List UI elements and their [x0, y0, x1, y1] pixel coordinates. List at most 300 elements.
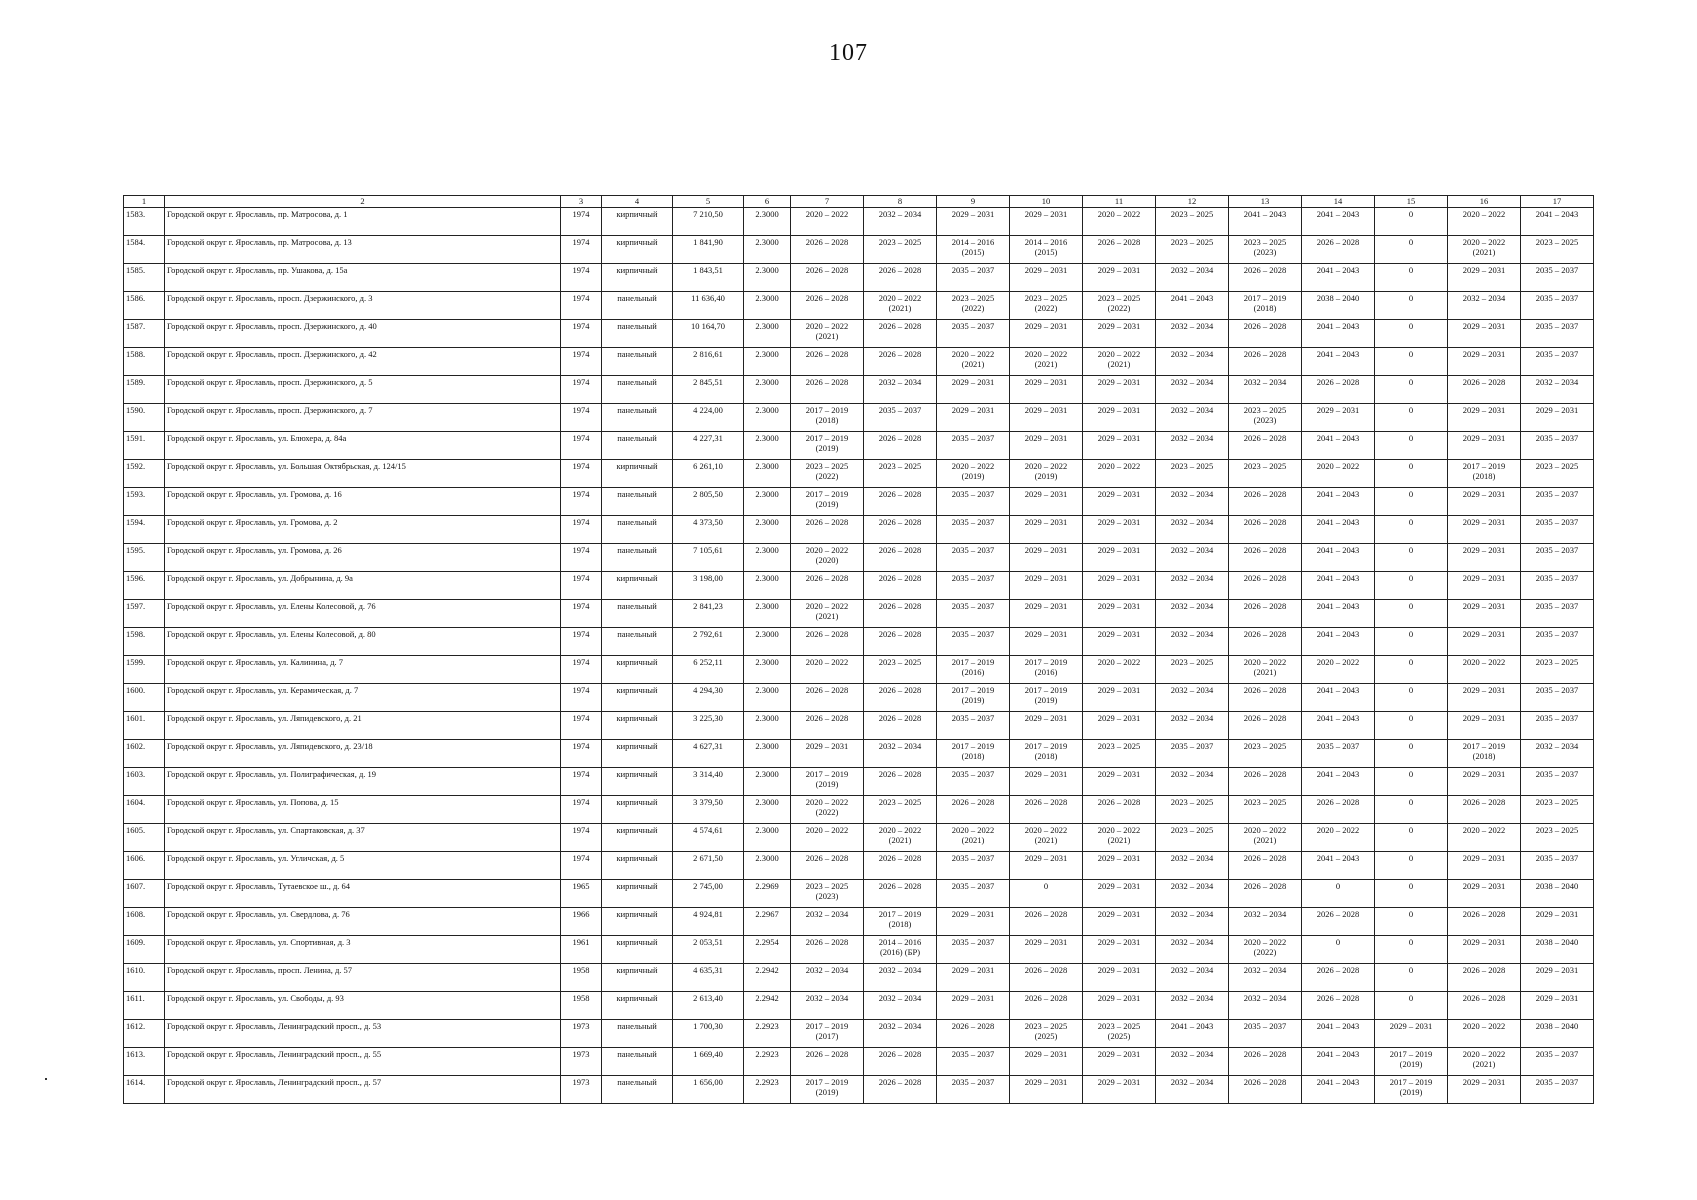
address-cell: Городской округ г. Ярославль, ул. Свободы, д. 93 [165, 992, 561, 1020]
table-cell: 2029 – 2031 [1083, 432, 1156, 460]
table-cell: 2.2967 [744, 908, 791, 936]
table-cell: 0 [1375, 768, 1448, 796]
table-cell: 2032 – 2034 [1156, 964, 1229, 992]
table-cell: кирпичный [602, 264, 673, 292]
table-cell: 0 [1375, 992, 1448, 1020]
table-row [124, 684, 1594, 712]
table-cell: 2020 – 2022 (2020) [791, 544, 864, 572]
table-cell: 2.3000 [744, 544, 791, 572]
table-cell: 2026 – 2028 [864, 320, 937, 348]
table-cell: 2041 – 2043 [1302, 432, 1375, 460]
table-cell: 2029 – 2031 [1083, 1048, 1156, 1076]
address-cell: Городской округ г. Ярославль, ул. Керамическая, д. 7 [165, 684, 561, 712]
table-cell: 2023 – 2025 (2025) [1083, 1020, 1156, 1048]
table-cell: 2014 – 2016 (2016) (БР) [864, 936, 937, 964]
table-cell: 2023 – 2025 [1521, 460, 1594, 488]
column-header: 7 [791, 196, 864, 208]
table-cell: 2026 – 2028 [791, 264, 864, 292]
table-cell: 2023 – 2025 [864, 460, 937, 488]
table-cell: 2020 – 2022 (2022) [791, 796, 864, 824]
table-cell: 0 [1375, 516, 1448, 544]
table-cell: 2 671,50 [673, 852, 744, 880]
table-cell: 2026 – 2028 [864, 544, 937, 572]
table-cell: 2026 – 2028 [1229, 264, 1302, 292]
table-cell: 2032 – 2034 [1156, 432, 1229, 460]
row-number-cell: 1599. [124, 656, 165, 684]
table-cell: 2032 – 2034 [1229, 376, 1302, 404]
table-cell: 3 198,00 [673, 572, 744, 600]
table-cell: 2026 – 2028 [864, 348, 937, 376]
table-cell: 2.3000 [744, 768, 791, 796]
table-cell: 2023 – 2025 [1521, 656, 1594, 684]
table-cell: 2020 – 2022 [1302, 460, 1375, 488]
table-cell: 2026 – 2028 [1229, 488, 1302, 516]
table-cell: 2.3000 [744, 404, 791, 432]
table-cell: кирпичный [602, 796, 673, 824]
address-cell: Городской округ г. Ярославль, ул. Елены Колесовой, д. 80 [165, 628, 561, 656]
table-cell: 2026 – 2028 [1083, 796, 1156, 824]
table-cell: панельный [602, 320, 673, 348]
table-cell: 2020 – 2022 (2021) [791, 320, 864, 348]
table-cell: 4 574,61 [673, 824, 744, 852]
table-cell: 2041 – 2043 [1302, 684, 1375, 712]
column-header: 3 [561, 196, 602, 208]
table-cell: 2026 – 2028 [1229, 600, 1302, 628]
row-number-cell: 1604. [124, 796, 165, 824]
table-cell: 2014 – 2016 (2015) [937, 236, 1010, 264]
table-cell: 2035 – 2037 [1302, 740, 1375, 768]
table-cell: 2017 – 2019 (2018) [791, 404, 864, 432]
table-cell: 1 669,40 [673, 1048, 744, 1076]
table-cell: 2035 – 2037 [937, 936, 1010, 964]
table-cell: 2032 – 2034 [791, 908, 864, 936]
table-cell: 2032 – 2034 [791, 964, 864, 992]
table-cell: 2032 – 2034 [1156, 1048, 1229, 1076]
table-cell: 1958 [561, 964, 602, 992]
table-cell: 2.3000 [744, 684, 791, 712]
table-cell: 2032 – 2034 [791, 992, 864, 1020]
table-cell: 2017 – 2019 (2018) [864, 908, 937, 936]
table-cell: 2020 – 2022 (2021) [1229, 656, 1302, 684]
table-cell: 2026 – 2028 [1448, 376, 1521, 404]
table-cell: 0 [1375, 348, 1448, 376]
table-cell: 2026 – 2028 [791, 292, 864, 320]
table-cell: 2026 – 2028 [1010, 908, 1083, 936]
table-cell: 1974 [561, 684, 602, 712]
address-cell: Городской округ г. Ярославль, Ленинградский просп., д. 57 [165, 1076, 561, 1104]
table-cell: 2032 – 2034 [1156, 404, 1229, 432]
table-cell: панельный [602, 432, 673, 460]
table-cell: 2014 – 2016 (2015) [1010, 236, 1083, 264]
table-row [124, 852, 1594, 880]
row-number-cell: 1602. [124, 740, 165, 768]
row-number-cell: 1605. [124, 824, 165, 852]
table-cell: панельный [602, 1048, 673, 1076]
table-cell: 2035 – 2037 [1229, 1020, 1302, 1048]
table-cell: 2029 – 2031 [1448, 404, 1521, 432]
table-row [124, 908, 1594, 936]
table-cell: 2020 – 2022 [791, 208, 864, 236]
table-cell: 2023 – 2025 (2025) [1010, 1020, 1083, 1048]
table-cell: 2032 – 2034 [864, 964, 937, 992]
table-row [124, 1020, 1594, 1048]
table-cell: 4 227,31 [673, 432, 744, 460]
table-cell: 1974 [561, 852, 602, 880]
table-cell: 2026 – 2028 [791, 852, 864, 880]
table-cell: 2029 – 2031 [1010, 572, 1083, 600]
table-cell: 2026 – 2028 [1229, 1076, 1302, 1104]
table-cell: 2026 – 2028 [864, 600, 937, 628]
table-cell: кирпичный [602, 460, 673, 488]
table-cell: 2026 – 2028 [1229, 1048, 1302, 1076]
table-cell: 1973 [561, 1048, 602, 1076]
table-cell: 2029 – 2031 [1010, 628, 1083, 656]
table-cell: 2029 – 2031 [1083, 264, 1156, 292]
column-header: 10 [1010, 196, 1083, 208]
table-cell: 1974 [561, 824, 602, 852]
row-number-cell: 1585. [124, 264, 165, 292]
address-cell: Городской округ г. Ярославль, ул. Свердлова, д. 76 [165, 908, 561, 936]
table-cell: 1974 [561, 796, 602, 824]
table-cell: 2029 – 2031 [1083, 376, 1156, 404]
table-row [124, 544, 1594, 572]
table-cell: 2023 – 2025 (2023) [791, 880, 864, 908]
table-cell: 2026 – 2028 [1229, 516, 1302, 544]
address-cell: Городской округ г. Ярославль, пр. Ушакова, д. 15а [165, 264, 561, 292]
table-cell: 2026 – 2028 [1448, 796, 1521, 824]
table-cell: панельный [602, 348, 673, 376]
table-cell: 0 [1375, 628, 1448, 656]
address-cell: Городской округ г. Ярославль, ул. Большая Октябрьская, д. 124/15 [165, 460, 561, 488]
table-cell: 2032 – 2034 [1521, 740, 1594, 768]
row-number-cell: 1610. [124, 964, 165, 992]
row-number-cell: 1611. [124, 992, 165, 1020]
table-cell: 2029 – 2031 [1448, 936, 1521, 964]
table-cell: 0 [1375, 320, 1448, 348]
table-cell: 2020 – 2022 (2021) [1083, 824, 1156, 852]
table-cell: 2026 – 2028 [1302, 964, 1375, 992]
table-cell: 2 845,51 [673, 376, 744, 404]
table-cell: 2023 – 2025 [1156, 656, 1229, 684]
row-number-cell: 1591. [124, 432, 165, 460]
address-cell: Городской округ г. Ярославль, ул. Угличская, д. 5 [165, 852, 561, 880]
table-cell: 2035 – 2037 [1521, 1048, 1594, 1076]
table-row [124, 880, 1594, 908]
table-cell: 0 [1302, 936, 1375, 964]
table-cell: 2032 – 2034 [1156, 684, 1229, 712]
table-cell: 2017 – 2019 (2016) [1010, 656, 1083, 684]
table-cell: 2032 – 2034 [1156, 572, 1229, 600]
table-cell: 2029 – 2031 [1010, 768, 1083, 796]
table-cell: 2026 – 2028 [1229, 320, 1302, 348]
table-row [124, 572, 1594, 600]
table-row [124, 628, 1594, 656]
table-cell: кирпичный [602, 656, 673, 684]
table-cell: 1974 [561, 208, 602, 236]
table-cell: 2029 – 2031 [1010, 432, 1083, 460]
table-cell: 1974 [561, 600, 602, 628]
table-cell: 2 613,40 [673, 992, 744, 1020]
table-cell: 2.2923 [744, 1076, 791, 1104]
table-cell: 0 [1375, 712, 1448, 740]
table-cell: 2017 – 2019 (2017) [791, 1020, 864, 1048]
table-cell: 2023 – 2025 [864, 796, 937, 824]
address-cell: Городской округ г. Ярославль, просп. Ленина, д. 57 [165, 964, 561, 992]
table-cell: 2026 – 2028 [1448, 964, 1521, 992]
table-row [124, 404, 1594, 432]
table-cell: кирпичный [602, 936, 673, 964]
table-cell: 2017 – 2019 (2019) [791, 768, 864, 796]
table-cell: 2026 – 2028 [1083, 236, 1156, 264]
table-cell: 2026 – 2028 [864, 516, 937, 544]
address-cell: Городской округ г. Ярославль, просп. Дзержинского, д. 7 [165, 404, 561, 432]
table-cell: 0 [1375, 740, 1448, 768]
table-cell: 2023 – 2025 [864, 236, 937, 264]
table-cell: 2020 – 2022 (2019) [937, 460, 1010, 488]
table-cell: 1974 [561, 264, 602, 292]
table-cell: 2029 – 2031 [1448, 544, 1521, 572]
table-cell: кирпичный [602, 768, 673, 796]
table-cell: 2029 – 2031 [1083, 908, 1156, 936]
table-cell: 2041 – 2043 [1156, 1020, 1229, 1048]
table-cell: 2035 – 2037 [1521, 348, 1594, 376]
table-cell: 2029 – 2031 [1448, 348, 1521, 376]
table-row [124, 208, 1594, 236]
address-cell: Городской округ г. Ярославль, ул. Калинина, д. 7 [165, 656, 561, 684]
table-cell: 3 225,30 [673, 712, 744, 740]
address-cell: Городской округ г. Ярославль, просп. Дзержинского, д. 42 [165, 348, 561, 376]
table-cell: 0 [1375, 432, 1448, 460]
table-cell: 1974 [561, 712, 602, 740]
table-cell: 2029 – 2031 [1083, 600, 1156, 628]
address-cell: Городской округ г. Ярославль, Ленинградский просп., д. 53 [165, 1020, 561, 1048]
table-cell: 2032 – 2034 [864, 992, 937, 1020]
table-cell: кирпичный [602, 712, 673, 740]
table-cell: 2035 – 2037 [1521, 712, 1594, 740]
table-cell: 2026 – 2028 [1448, 992, 1521, 1020]
table-cell: 7 105,61 [673, 544, 744, 572]
table-cell: 2020 – 2022 [1448, 824, 1521, 852]
table-cell: 2026 – 2028 [1448, 908, 1521, 936]
table-cell: 2026 – 2028 [791, 348, 864, 376]
table-cell: 1973 [561, 1020, 602, 1048]
table-cell: 2020 – 2022 [791, 824, 864, 852]
column-header: 11 [1083, 196, 1156, 208]
table-cell: 4 924,81 [673, 908, 744, 936]
table-cell: 1965 [561, 880, 602, 908]
table-cell: 2 745,00 [673, 880, 744, 908]
table-row [124, 292, 1594, 320]
row-number-cell: 1589. [124, 376, 165, 404]
table-cell: 2032 – 2034 [1229, 908, 1302, 936]
table-cell: 1974 [561, 572, 602, 600]
table-cell: 2029 – 2031 [1083, 488, 1156, 516]
table-cell: 2023 – 2025 [1229, 796, 1302, 824]
table-cell: 2020 – 2022 (2021) [791, 600, 864, 628]
row-number-cell: 1597. [124, 600, 165, 628]
table-cell: 1974 [561, 544, 602, 572]
table-cell: 2029 – 2031 [1083, 544, 1156, 572]
table-cell: 2020 – 2022 (2021) [864, 824, 937, 852]
table-cell: 2035 – 2037 [1521, 264, 1594, 292]
table-cell: 2029 – 2031 [1448, 1076, 1521, 1104]
table-cell: 2023 – 2025 [1156, 796, 1229, 824]
row-number-cell: 1601. [124, 712, 165, 740]
table-cell: 2041 – 2043 [1302, 208, 1375, 236]
table-cell: 2 816,61 [673, 348, 744, 376]
table-cell: 2032 – 2034 [1156, 992, 1229, 1020]
table-cell: 2029 – 2031 [1083, 572, 1156, 600]
table-cell: 2.3000 [744, 320, 791, 348]
table-cell: 2041 – 2043 [1302, 852, 1375, 880]
table-cell: 2.2942 [744, 964, 791, 992]
table-cell: 2029 – 2031 [791, 740, 864, 768]
table-cell: 0 [1375, 208, 1448, 236]
table-cell: кирпичный [602, 908, 673, 936]
table-row [124, 824, 1594, 852]
table-cell: 2.3000 [744, 208, 791, 236]
table-cell: 2041 – 2043 [1302, 348, 1375, 376]
table-cell: 1973 [561, 1076, 602, 1104]
table-cell: 2032 – 2034 [1229, 992, 1302, 1020]
table-cell: 2029 – 2031 [1375, 1020, 1448, 1048]
table-cell: 0 [1375, 404, 1448, 432]
table-cell: 2026 – 2028 [1229, 880, 1302, 908]
table-cell: 2017 – 2019 (2019) [791, 432, 864, 460]
row-number-cell: 1588. [124, 348, 165, 376]
column-header: 12 [1156, 196, 1229, 208]
table-cell: 6 261,10 [673, 460, 744, 488]
table-cell: 2029 – 2031 [1083, 1076, 1156, 1104]
table-cell: 2017 – 2019 (2019) [791, 1076, 864, 1104]
table-cell: 2029 – 2031 [1448, 768, 1521, 796]
table-cell: 2026 – 2028 [864, 264, 937, 292]
table-cell: 2035 – 2037 [1521, 432, 1594, 460]
table-cell: 2 792,61 [673, 628, 744, 656]
column-header: 4 [602, 196, 673, 208]
address-cell: Городской округ г. Ярославль, ул. Ляпидевского, д. 23/18 [165, 740, 561, 768]
table-cell: 2.3000 [744, 516, 791, 544]
table-cell: 2029 – 2031 [1010, 852, 1083, 880]
table-cell: кирпичный [602, 208, 673, 236]
table-cell: 2020 – 2022 (2021) [1448, 1048, 1521, 1076]
table-cell: 2041 – 2043 [1302, 488, 1375, 516]
table-cell: 2026 – 2028 [791, 936, 864, 964]
table-cell: 2035 – 2037 [1521, 320, 1594, 348]
table-cell: панельный [602, 544, 673, 572]
table-cell: 2032 – 2034 [1156, 880, 1229, 908]
table-cell: 2.3000 [744, 292, 791, 320]
table-cell: 2029 – 2031 [1083, 992, 1156, 1020]
table-cell: 2023 – 2025 (2022) [1083, 292, 1156, 320]
table-cell: 2032 – 2034 [1156, 908, 1229, 936]
table-cell: 2026 – 2028 [864, 768, 937, 796]
table-row [124, 740, 1594, 768]
table-row [124, 936, 1594, 964]
table-cell: панельный [602, 628, 673, 656]
table-cell: 2017 – 2019 (2019) [1375, 1076, 1448, 1104]
table-cell: панельный [602, 292, 673, 320]
table-cell: 2020 – 2022 (2021) [1229, 824, 1302, 852]
table-cell: 2026 – 2028 [791, 236, 864, 264]
table-row [124, 1048, 1594, 1076]
table-cell: 0 [1375, 264, 1448, 292]
table-cell: 2041 – 2043 [1302, 768, 1375, 796]
table-cell: 2023 – 2025 [1521, 236, 1594, 264]
table-cell: 1974 [561, 516, 602, 544]
table-cell: 2035 – 2037 [1521, 768, 1594, 796]
table-cell: 0 [1375, 236, 1448, 264]
table-cell: 2032 – 2034 [1156, 600, 1229, 628]
table-cell: 2.3000 [744, 572, 791, 600]
table-row [124, 516, 1594, 544]
table-cell: 4 627,31 [673, 740, 744, 768]
table-cell: 2029 – 2031 [937, 964, 1010, 992]
table-cell: 2032 – 2034 [1156, 376, 1229, 404]
row-number-cell: 1592. [124, 460, 165, 488]
column-header: 5 [673, 196, 744, 208]
table-cell: 1974 [561, 768, 602, 796]
address-cell: Городской округ г. Ярославль, ул. Блюхера, д. 84а [165, 432, 561, 460]
table-cell: 1 841,90 [673, 236, 744, 264]
table-cell: 2026 – 2028 [1229, 852, 1302, 880]
table-cell: 2035 – 2037 [937, 1048, 1010, 1076]
table-header-row [124, 196, 1594, 208]
table-cell: 2026 – 2028 [1010, 964, 1083, 992]
row-number-cell: 1583. [124, 208, 165, 236]
table-cell: 2041 – 2043 [1229, 208, 1302, 236]
column-header: 8 [864, 196, 937, 208]
table-cell: 2035 – 2037 [937, 572, 1010, 600]
table-cell: 1974 [561, 348, 602, 376]
table-cell: 1974 [561, 628, 602, 656]
table-cell: 2035 – 2037 [1521, 516, 1594, 544]
column-header: 17 [1521, 196, 1594, 208]
table-cell: 0 [1375, 824, 1448, 852]
table-cell: 2020 – 2022 [1083, 208, 1156, 236]
table-cell: 2038 – 2040 [1521, 936, 1594, 964]
table-cell: 2029 – 2031 [937, 992, 1010, 1020]
table-cell: 2029 – 2031 [1521, 404, 1594, 432]
table-cell: 2035 – 2037 [1521, 292, 1594, 320]
table-cell: 2032 – 2034 [1521, 376, 1594, 404]
table-cell: 2020 – 2022 [1083, 460, 1156, 488]
table-cell: панельный [602, 1076, 673, 1104]
table-cell: 2029 – 2031 [1448, 600, 1521, 628]
table-cell: 2020 – 2022 [1083, 656, 1156, 684]
table-cell: 2020 – 2022 (2022) [1229, 936, 1302, 964]
table-row [124, 768, 1594, 796]
table-cell: 2026 – 2028 [1229, 432, 1302, 460]
table-row [124, 264, 1594, 292]
table-cell: 2.3000 [744, 376, 791, 404]
address-cell: Городской округ г. Ярославль, ул. Ляпидевского, д. 21 [165, 712, 561, 740]
table-cell: 2035 – 2037 [1156, 740, 1229, 768]
table-cell: 2017 – 2019 (2018) [1229, 292, 1302, 320]
table-cell: 7 210,50 [673, 208, 744, 236]
table-cell: 1974 [561, 376, 602, 404]
table-cell: 2032 – 2034 [1229, 964, 1302, 992]
table-cell: 2041 – 2043 [1302, 544, 1375, 572]
address-cell: Городской округ г. Ярославль, ул. Елены Колесовой, д. 76 [165, 600, 561, 628]
table-cell: 2041 – 2043 [1302, 628, 1375, 656]
table-cell: 2026 – 2028 [864, 880, 937, 908]
address-cell: Городской округ г. Ярославль, ул. Громова, д. 2 [165, 516, 561, 544]
table-cell: 2026 – 2028 [1302, 992, 1375, 1020]
table-cell: 2041 – 2043 [1302, 516, 1375, 544]
table-cell: 2029 – 2031 [1448, 712, 1521, 740]
table-cell: 2032 – 2034 [1156, 488, 1229, 516]
